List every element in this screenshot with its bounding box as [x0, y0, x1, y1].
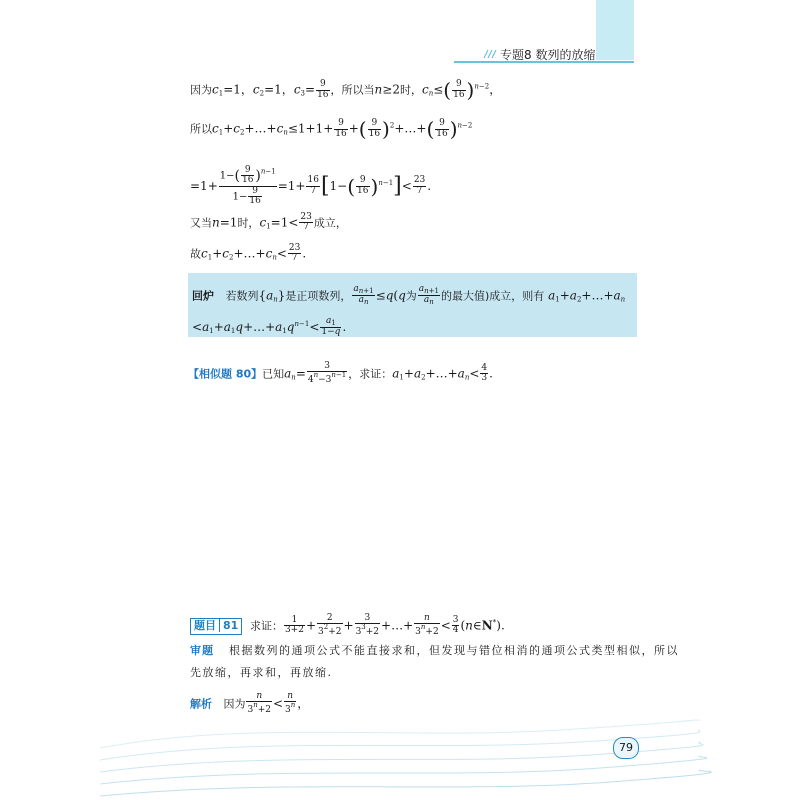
- huilu-line-1: 回炉 若数列$\{a_n\}$是正项数列， $\frac{a_{n+1}}{a_n}$ ≤q(q为 $\frac{a_{n+1}}{a_n}$ 的最大值)成立，则有 $a_1+a_2+\dots+a_n$: [192, 284, 626, 307]
- similar-problem-80: 【相似题 80】已知$a_n=$ $\frac{3}{4^n-3^{n-1}}$ ，求证：$a_1+a_2+\dots+a_n<$ $\frac{4}{3}$ .: [188, 361, 493, 386]
- proof-line-4: 又当n=1时，$c_1=1<$ $\frac{23}{7}$ 成立，: [190, 212, 347, 233]
- stripes-icon: [483, 49, 497, 59]
- proof-line-2: 所以$c_1+c_2+\dots+c_n\le 1+1+$ $\frac{9}{16}$ +( $\frac{9}{16}$ )$^2$+…+( $\frac{9}{16}$ )$^{n-2}$: [190, 117, 473, 141]
- proof-line-3: =1+ 1−( $\frac{9}{16}$ )$^{n-1}$ 1− $\frac{9}{16}$ =1+ $\frac{16}{7}$ [1−( $\frac{9}{16}$ )$^{n-1}$]< $\frac{23}{7}$ .: [190, 165, 432, 207]
- proof-line-5: 故$c_1+c_2+\dots+c_n<$ $\frac{23}{7}$ .: [190, 243, 307, 264]
- shenti-line-2: 先放缩，再求和，再放缩.: [190, 666, 333, 679]
- problem-81: 题目 81 求证： $\frac{1}{3+2}$ + $\frac{2}{3^2+2}$ + $\frac{3}{3^3+2}$ +…+ $\frac{n}{3^n+2}$ < $\frac{3}{4}$ (n∈N*).: [190, 614, 505, 638]
- shenti-line-1: 审题 根据数列的通项公式不能直接求和，但发现与错位相消的通项公式类型相似，所以: [190, 644, 679, 657]
- huilu-line-2: $<a_1+a_1q+\dots+a_1q^{n-1}<$ $\frac{a_1}{1-q}$ .: [192, 316, 347, 338]
- chapter-title: 专题8 数列的放缩: [500, 48, 596, 62]
- header-color-bar: [596, 0, 634, 60]
- proof-line-1: 因为$c_1=1$，$c_2=1$，$c_3=$ $\frac{9}{16}$ ，所以当n≥2时，$c_n\le$( $\frac{9}{16}$ )$^{n-2}$，: [190, 78, 502, 102]
- page-number: 79: [613, 737, 639, 759]
- problem-tag: 题目 81: [190, 618, 242, 634]
- wave-decoration: [0, 700, 800, 800]
- jiexi-line: 解析 因为 $\frac{n}{3^n+2}$ < $\frac{n}{3^n}$ ，: [190, 691, 310, 716]
